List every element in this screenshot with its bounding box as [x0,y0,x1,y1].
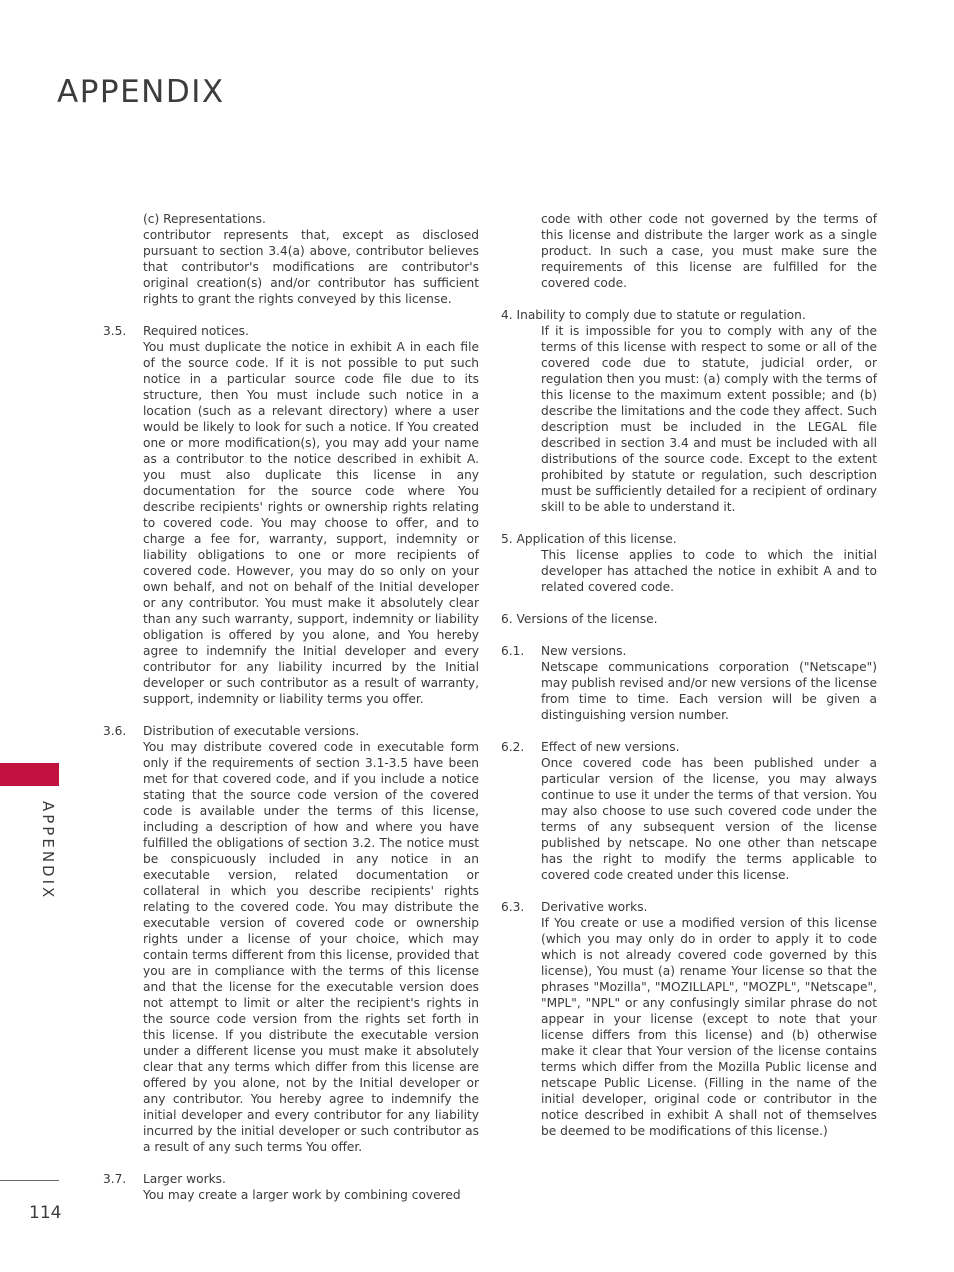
section-title: Distribution of executable versions. [143,724,360,738]
section-tab-label: APPENDIX [39,801,57,901]
left-column [103,211,479,1203]
section-title: 4. Inability to comply due to statute or regulation. [501,308,806,322]
section-representations [103,211,479,307]
section-body: This license applies to code to which the initial developer has attached the notice in exhibit A and to related covered code. [541,548,877,594]
section-3-7-continued [501,211,877,291]
section-heading [103,323,479,339]
section-body: Netscape communications corporation ("Netscape") may publish revised and/or new versions of the license from time to time. Each version will be given a distinguishing version number. [541,660,877,722]
section-title: New versions. [541,644,627,658]
section-body: You may create a larger work by combining covered [143,1188,461,1202]
section-4 [501,307,877,515]
section-5 [501,531,877,595]
section-6-1 [501,643,877,723]
section-3-6 [103,723,479,1155]
section-heading [103,723,479,739]
section-title: 6. Versions of the license. [501,612,658,626]
right-column [501,211,877,1139]
section-3-7 [103,1171,479,1203]
section-heading [501,643,877,659]
footer-divider [0,1180,59,1181]
section-number: 3.6. [103,724,127,738]
section-title: Required notices. [143,324,249,338]
section-body: If it is impossible for you to comply with any of the terms of this license with respect to some or all of the covered code due to statute, judicial order, or regulation then you must: (a) comply with the terms of this license to the maximum extent possible; and (b) describe the limitations and the code they affect. Such description must be included in the LEGAL file described in section 3.4 and must be included with all distributions of the source code. Except to the extent prohibited by statute or regulation, such description must be sufficiently detailed for a recipient of ordinary skill to be able to understand it. [541,324,877,514]
section-body: Once covered code has been published under a particular version of the license, you may always continue to use it under the terms of that version. You may also choose to use such covered code under the terms of any subsequent version of the license published by netscape. No one other than netscape has the right to modify the terms applicable to covered code created under this license. [541,756,877,882]
section-6-2 [501,739,877,883]
section-6 [501,611,877,627]
section-title: (c) Representations. [143,212,266,226]
section-heading [103,1171,479,1187]
section-number: 6.2. [501,740,525,754]
section-number: 3.7. [103,1172,127,1186]
section-title: Effect of new versions. [541,740,680,754]
section-title: Larger works. [143,1172,226,1186]
section-title: 5. Application of this license. [501,532,677,546]
section-title: Derivative works. [541,900,648,914]
section-body: code with other code not governed by the terms of this license and distribute the larger work as a single product. In such a case, you must make sure the requirements of this license are fulfilled for the covered code. [541,212,877,290]
page-number: 114 [29,1203,62,1223]
section-heading [501,899,877,915]
section-heading [501,739,877,755]
section-body: If You create or use a modified version of this license (which you may only do in order to apply it to code which is not already covered code governed by this license), You must (a) rename Your license so that the phrases "Mozilla", "MOZILLAPL", "MOZPL", "Netscape", "MPL", "NPL" or any confusingly similar phrase do not appear in your license (except to note that your license differs from this license) and (b) otherwise make it clear that Your version of the license contains terms which differ from the Mozilla Public license and netscape Public License. (Filling in the name of the initial developer, original code or contributor in the notice described in exhibit A shall not of themselves be deemed to be modifications of this license.) [541,916,877,1138]
section-number: 6.3. [501,900,525,914]
section-number: 3.5. [103,324,127,338]
section-body: You must duplicate the notice in exhibit A in each file of the source code. If it is not possible to put such notice in a particular source code file due to its structure, then You must include such notice in a location (such as a relevant directory) where a user would be likely to look for such a notice. If You created one or more modification(s), you may add your name as a contributor to the notice described in exhibit A. you must also duplicate this license in any documentation for the source code where You describe recipients' rights or ownership rights relating to covered code. You may choose to offer, and to charge a fee for, warranty, support, indemnity or liability obligations to one or more recipients of covered code. However, you may do so only on your own behalf, and not on behalf of the Initial developer or any contributor. You must make it absolutely clear than any such warranty, support, indemnity or liability obligation is offered by you alone, and You hereby agree to indemnify the Initial developer and every contributor for any liability incurred by the Initial developer or such contributor as a result of warranty, support, indemnity or liability terms you offer. [143,340,479,706]
section-body: contributor represents that, except as disclosed pursuant to section 3.4(a) above, contributor believes that contributor's modifications are contributor's original creation(s) and/or contributor has sufficient rights to grant the rights conveyed by this license. [143,228,479,306]
page-title: APPENDIX [57,74,225,110]
section-3-5 [103,323,479,707]
section-6-3 [501,899,877,1139]
section-body: You may distribute covered code in executable form only if the requirements of section 3.1-3.5 have been met for that covered code, and if you include a notice stating that the source code version of the covered code is available under the terms of this license, including a description of how and where you have fulfilled the obligations of section 3.2. The notice must be conspicuously included in any notice in an executable version, related documentation or collateral in which you describe recipients' rights relating to the covered code. You may distribute the executable version of covered code or ownership rights under a license of your choice, which may contain terms different from this license, provided that you are in compliance with the terms of this license and that the license for the executable version does not attempt to limit or alter the recipient's rights in the source code version from the rights set forth in this license. If you distribute the executable version under a different license you must make it absolutely clear that any terms which differ from this license are offered by you alone, not by the Initial developer or any contributor. You hereby agree to indemnify the initial developer and every contributor for any liability incurred by the initial developer or such contributor as a result of any such terms You offer. [143,740,479,1154]
section-tab-marker [0,763,59,786]
section-number: 6.1. [501,644,525,658]
